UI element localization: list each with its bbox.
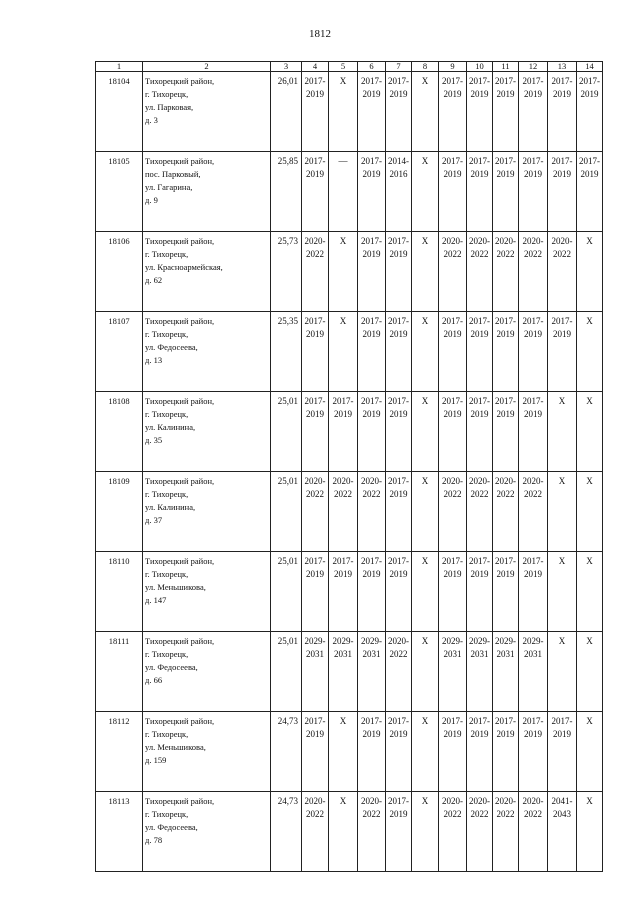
row-id: 18107 <box>96 312 143 392</box>
period-cell: X <box>412 392 439 472</box>
period-cell: 2020- 2022 <box>519 792 548 872</box>
period-cell: 2029- 2031 <box>493 632 519 712</box>
period-cell: 2017- 2019 <box>548 312 577 392</box>
row-id: 18109 <box>96 472 143 552</box>
period-cell: X <box>548 392 577 472</box>
address-line: Тихорецкий район, <box>145 556 215 566</box>
row-id: 18111 <box>96 632 143 712</box>
address-line: г. Тихорецк, <box>145 809 189 819</box>
address-line: д. 62 <box>145 275 163 285</box>
period-cell: X <box>329 792 358 872</box>
period-cell: 2017- 2019 <box>302 712 329 792</box>
period-cell: 2020- 2022 <box>358 792 386 872</box>
period-cell: 2017- 2019 <box>302 392 329 472</box>
address-line: д. 78 <box>145 835 163 845</box>
period-cell: 2020- 2022 <box>386 632 412 712</box>
period-cell: 2017- 2019 <box>386 72 412 152</box>
period-cell: 2020- 2022 <box>519 472 548 552</box>
period-cell: 2017- 2019 <box>439 312 467 392</box>
address-line: ул. Федосеева, <box>145 822 198 832</box>
period-cell: 2017- 2019 <box>439 72 467 152</box>
address-line: д. 159 <box>145 755 167 765</box>
period-cell: 2020- 2022 <box>519 232 548 312</box>
period-cell: X <box>577 552 603 632</box>
address-cell <box>143 632 271 712</box>
address-line: Тихорецкий район, <box>145 316 215 326</box>
address-cell <box>143 312 271 392</box>
address-cell <box>143 72 271 152</box>
period-cell: 2017- 2019 <box>493 312 519 392</box>
address-line: Тихорецкий район, <box>145 476 215 486</box>
address-cell <box>143 472 271 552</box>
address-line: г. Тихорецк, <box>145 649 189 659</box>
address-line: пос. Парковый, <box>145 169 201 179</box>
period-cell: X <box>577 312 603 392</box>
row-id: 18105 <box>96 152 143 232</box>
area-cell: 25,01 <box>271 392 302 472</box>
period-cell: 2017- 2019 <box>386 792 412 872</box>
period-cell: X <box>412 632 439 712</box>
period-cell: 2020- 2022 <box>439 792 467 872</box>
period-cell: 2020- 2022 <box>467 472 493 552</box>
period-cell: 2017- 2019 <box>358 232 386 312</box>
address-line: г. Тихорецк, <box>145 729 189 739</box>
period-cell: 2017- 2019 <box>519 552 548 632</box>
period-cell: X <box>548 632 577 712</box>
table-body <box>96 62 603 872</box>
address-line: Тихорецкий район, <box>145 796 215 806</box>
address-line: г. Тихорецк, <box>145 329 189 339</box>
column-number: 6 <box>358 62 386 72</box>
column-number: 10 <box>467 62 493 72</box>
period-cell: 2029- 2031 <box>329 632 358 712</box>
column-number: 12 <box>519 62 548 72</box>
period-cell: 2017- 2019 <box>493 392 519 472</box>
period-cell: 2017- 2019 <box>358 312 386 392</box>
period-cell: 2020- 2022 <box>439 472 467 552</box>
table-row <box>96 632 603 712</box>
address-line: д. 66 <box>145 675 163 685</box>
period-cell: X <box>412 792 439 872</box>
period-cell: 2017- 2019 <box>467 72 493 152</box>
address-cell <box>143 152 271 232</box>
period-cell: 2017- 2019 <box>386 312 412 392</box>
period-cell: 2017- 2019 <box>493 712 519 792</box>
address-cell <box>143 792 271 872</box>
period-cell: X <box>577 392 603 472</box>
address-line: ул. Красноармейская, <box>145 262 223 272</box>
period-cell: X <box>412 312 439 392</box>
address-line: д. 13 <box>145 355 163 365</box>
period-cell: 2020- 2022 <box>548 232 577 312</box>
table-row <box>96 792 603 872</box>
period-cell: 2017- 2019 <box>519 392 548 472</box>
period-cell: 2017- 2019 <box>386 552 412 632</box>
period-cell: 2017- 2019 <box>519 312 548 392</box>
period-cell: X <box>329 712 358 792</box>
column-number: 3 <box>271 62 302 72</box>
period-cell: 2017- 2019 <box>302 152 329 232</box>
address-line: д. 9 <box>145 195 158 205</box>
period-cell: 2020- 2022 <box>358 472 386 552</box>
period-cell: 2020- 2022 <box>302 232 329 312</box>
period-cell: 2017- 2019 <box>493 152 519 232</box>
address-line: г. Тихорецк, <box>145 249 189 259</box>
period-cell: 2017- 2019 <box>519 152 548 232</box>
row-id: 18113 <box>96 792 143 872</box>
area-cell: 26,01 <box>271 72 302 152</box>
period-cell: 2029- 2031 <box>519 632 548 712</box>
period-cell: — <box>329 152 358 232</box>
period-cell: 2017- 2019 <box>302 312 329 392</box>
address-line: д. 35 <box>145 435 163 445</box>
period-cell: 2014- 2016 <box>386 152 412 232</box>
address-line: Тихорецкий район, <box>145 636 215 646</box>
address-line: Тихорецкий район, <box>145 156 215 166</box>
period-cell: 2017- 2019 <box>493 552 519 632</box>
area-cell: 24,73 <box>271 712 302 792</box>
period-cell: X <box>412 72 439 152</box>
period-cell: X <box>577 712 603 792</box>
area-cell: 25,01 <box>271 552 302 632</box>
period-cell: 2017- 2019 <box>548 152 577 232</box>
period-cell: 2017- 2019 <box>519 712 548 792</box>
page-number: 1812 <box>309 28 331 40</box>
period-cell: 2017- 2019 <box>577 72 603 152</box>
area-cell: 25,85 <box>271 152 302 232</box>
address-line: ул. Гагарина, <box>145 182 193 192</box>
period-cell: X <box>548 552 577 632</box>
period-cell: 2017- 2019 <box>386 712 412 792</box>
period-cell: 2017- 2019 <box>329 392 358 472</box>
address-cell <box>143 552 271 632</box>
address-line: г. Тихорецк, <box>145 89 189 99</box>
period-cell: 2017- 2019 <box>439 392 467 472</box>
column-number: 9 <box>439 62 467 72</box>
period-cell: X <box>412 472 439 552</box>
table-row <box>96 392 603 472</box>
area-cell: 25,73 <box>271 232 302 312</box>
period-cell: 2017- 2019 <box>358 72 386 152</box>
period-cell: X <box>577 632 603 712</box>
period-cell: X <box>329 312 358 392</box>
row-id: 18112 <box>96 712 143 792</box>
period-cell: X <box>412 232 439 312</box>
period-cell: 2029- 2031 <box>439 632 467 712</box>
table-row <box>96 472 603 552</box>
period-cell: 2017- 2019 <box>358 152 386 232</box>
period-cell: 2020- 2022 <box>302 472 329 552</box>
period-cell: X <box>577 472 603 552</box>
period-cell: 2017- 2019 <box>467 712 493 792</box>
address-line: Тихорецкий район, <box>145 236 215 246</box>
table-row <box>96 232 603 312</box>
period-cell: X <box>329 72 358 152</box>
period-cell: 2017- 2019 <box>467 152 493 232</box>
address-line: г. Тихорецк, <box>145 489 189 499</box>
period-cell: 2017- 2019 <box>493 72 519 152</box>
address-line: д. 147 <box>145 595 167 605</box>
address-cell <box>143 392 271 472</box>
address-line: Тихорецкий район, <box>145 396 215 406</box>
row-id: 18110 <box>96 552 143 632</box>
period-cell: 2041- 2043 <box>548 792 577 872</box>
period-cell: 2017- 2019 <box>439 152 467 232</box>
address-cell <box>143 712 271 792</box>
address-line: ул. Парковая, <box>145 102 194 112</box>
row-id: 18104 <box>96 72 143 152</box>
period-cell: 2017- 2019 <box>358 712 386 792</box>
period-cell: X <box>577 232 603 312</box>
area-cell: 25,35 <box>271 312 302 392</box>
column-number: 2 <box>143 62 271 72</box>
period-cell: 2017- 2019 <box>302 552 329 632</box>
period-cell: 2017- 2019 <box>439 712 467 792</box>
period-cell: 2017- 2019 <box>519 72 548 152</box>
period-cell: 2020- 2022 <box>467 232 493 312</box>
registry-table <box>95 61 603 872</box>
period-cell: 2017- 2019 <box>439 552 467 632</box>
period-cell: 2017- 2019 <box>386 392 412 472</box>
table-row <box>96 72 603 152</box>
table-row <box>96 552 603 632</box>
address-line: ул. Меньшикова, <box>145 742 206 752</box>
address-line: ул. Федосеева, <box>145 342 198 352</box>
address-line: ул. Калинина, <box>145 422 196 432</box>
period-cell: 2017- 2019 <box>386 472 412 552</box>
period-cell: 2017- 2019 <box>467 552 493 632</box>
period-cell: X <box>412 552 439 632</box>
period-cell: 2017- 2019 <box>358 552 386 632</box>
period-cell: 2017- 2019 <box>548 712 577 792</box>
area-cell: 25,01 <box>271 472 302 552</box>
table-row <box>96 712 603 792</box>
period-cell: 2020- 2022 <box>302 792 329 872</box>
address-cell <box>143 232 271 312</box>
period-cell: 2020- 2022 <box>329 472 358 552</box>
period-cell: 2017- 2019 <box>467 312 493 392</box>
period-cell: 2017- 2019 <box>467 392 493 472</box>
address-line: ул. Меньшикова, <box>145 582 206 592</box>
period-cell: 2020- 2022 <box>439 232 467 312</box>
period-cell: 2017- 2019 <box>386 232 412 312</box>
period-cell: 2020- 2022 <box>493 232 519 312</box>
column-number: 4 <box>302 62 329 72</box>
period-cell: X <box>577 792 603 872</box>
period-cell: 2029- 2031 <box>302 632 329 712</box>
address-line: Тихорецкий район, <box>145 76 215 86</box>
address-line: г. Тихорецк, <box>145 409 189 419</box>
column-number: 1 <box>96 62 143 72</box>
period-cell: X <box>412 712 439 792</box>
address-line: д. 3 <box>145 115 158 125</box>
table-row <box>96 152 603 232</box>
period-cell: X <box>412 152 439 232</box>
period-cell: 2020- 2022 <box>493 792 519 872</box>
area-cell: 25,01 <box>271 632 302 712</box>
period-cell: 2017- 2019 <box>358 392 386 472</box>
period-cell: 2017- 2019 <box>548 72 577 152</box>
period-cell: X <box>329 232 358 312</box>
column-number: 13 <box>548 62 577 72</box>
period-cell: X <box>548 472 577 552</box>
address-line: ул. Федосеева, <box>145 662 198 672</box>
row-id: 18108 <box>96 392 143 472</box>
period-cell: 2020- 2022 <box>493 472 519 552</box>
column-number-row <box>96 62 603 72</box>
column-number: 7 <box>386 62 412 72</box>
period-cell: 2029- 2031 <box>467 632 493 712</box>
column-number: 5 <box>329 62 358 72</box>
period-cell: 2017- 2019 <box>302 72 329 152</box>
period-cell: 2017- 2019 <box>329 552 358 632</box>
row-id: 18106 <box>96 232 143 312</box>
period-cell: 2020- 2022 <box>467 792 493 872</box>
period-cell: 2029- 2031 <box>358 632 386 712</box>
column-number: 14 <box>577 62 603 72</box>
address-line: ул. Калинина, <box>145 502 196 512</box>
column-number: 11 <box>493 62 519 72</box>
address-line: д. 37 <box>145 515 163 525</box>
table-row <box>96 312 603 392</box>
area-cell: 24,73 <box>271 792 302 872</box>
period-cell: 2017- 2019 <box>577 152 603 232</box>
column-number: 8 <box>412 62 439 72</box>
address-line: г. Тихорецк, <box>145 569 189 579</box>
address-line: Тихорецкий район, <box>145 716 215 726</box>
